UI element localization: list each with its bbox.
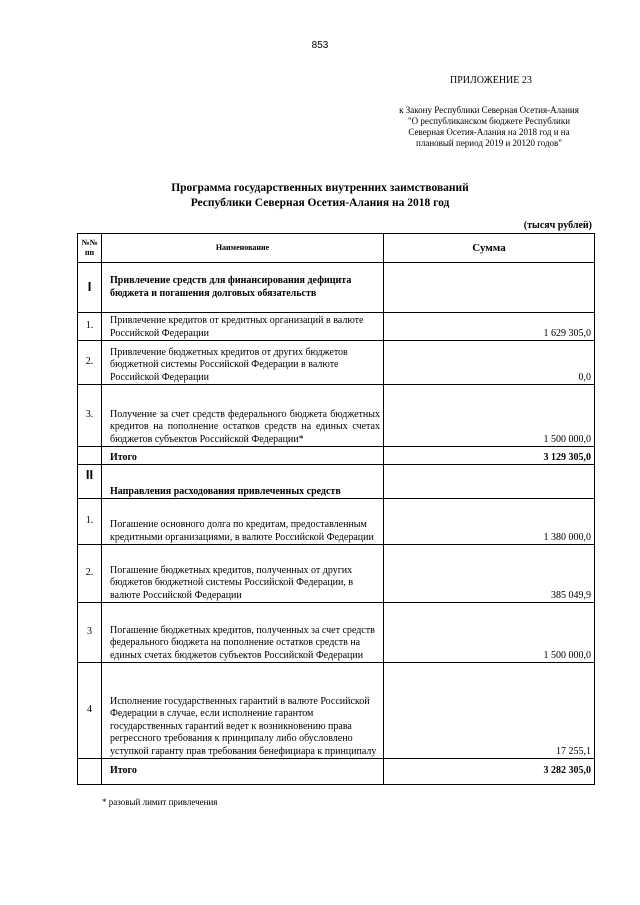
row-num: 3. — [78, 385, 102, 447]
row-amount: 1 500 000,0 — [384, 603, 595, 663]
total-label: Итого — [102, 759, 384, 785]
total-num-cell — [78, 759, 102, 785]
row-num: 1. — [78, 499, 102, 545]
law-reference-line: плановый период 2019 и 20120 годов" — [416, 138, 562, 148]
header-name: Наименование — [102, 234, 384, 263]
total-row — [78, 447, 595, 465]
section-title: Направления расходования привлеченных средств — [102, 465, 384, 499]
table-row — [78, 385, 595, 447]
row-name: Погашение бюджетных кредитов, полученных за счет средств федерального бюджета на пополнение остатков средств на единых счетах бюджетов субъектов Российской Федерации — [102, 603, 384, 663]
title-line: Программа государственных внутренних заимствований — [171, 182, 469, 194]
document-title — [0, 181, 640, 211]
row-amount: 1 500 000,0 — [384, 385, 595, 447]
row-amount: 1 629 305,0 — [384, 313, 595, 341]
row-name: Привлечение бюджетных кредитов от других бюджетов бюджетной системы Российской Федерации в валюте Российской Федерации — [102, 341, 384, 385]
footnote: * разовый лимит привлечения — [102, 797, 218, 807]
table-row — [78, 313, 595, 341]
table-row — [78, 603, 595, 663]
table-row — [78, 499, 595, 545]
section-num: II — [78, 465, 102, 499]
row-num: 2. — [78, 545, 102, 603]
section-row — [78, 465, 595, 499]
section-amount-cell — [384, 263, 595, 313]
total-num-cell — [78, 447, 102, 465]
row-num: 4 — [78, 663, 102, 759]
section-row — [78, 263, 595, 313]
row-name: Получение за счет средств федерального бюджета бюджетных кредитов на пополнение остатков средств на единых счетах бюджетов субъектов Российской Федерации* — [102, 385, 384, 447]
page-number: 853 — [311, 40, 329, 51]
row-amount: 1 380 000,0 — [384, 499, 595, 545]
law-reference-line: Северная Осетия-Алания на 2018 год и на — [408, 127, 570, 137]
units-label: (тысяч рублей) — [523, 220, 592, 231]
total-row — [78, 759, 595, 785]
row-num: 3 — [78, 603, 102, 663]
row-num: 2. — [78, 341, 102, 385]
row-amount: 385 049,9 — [384, 545, 595, 603]
total-amount: 3 129 305,0 — [384, 447, 595, 465]
borrowing-program-table — [77, 233, 595, 785]
row-amount: 0,0 — [384, 341, 595, 385]
header-num: №№ пп — [78, 234, 102, 263]
table-row — [78, 341, 595, 385]
section-num: I — [78, 263, 102, 313]
row-name: Погашение бюджетных кредитов, полученных от других бюджетов бюджетной системы Российской Федерации, в валюте Российской Федерации — [102, 545, 384, 603]
total-label: Итого — [102, 447, 384, 465]
row-name: Исполнение государственных гарантий в валюте Российской Федерации в случае, если исполнение гарантом государственных гарантий ведет к возникновению права регрессного требования к принципалу либо обусловлено уступкой гаранту прав требования бенефициара к принципалу — [102, 663, 384, 759]
table-header-row — [78, 234, 595, 263]
title-line: Республики Северная Осетия-Алания на 2018 год — [190, 197, 450, 209]
law-reference-line: "О республиканском бюджете Республики — [407, 116, 571, 126]
row-name: Привлечение кредитов от кредитных организаций в валюте Российской Федерации — [102, 313, 384, 341]
section-amount-cell — [384, 465, 595, 499]
row-name: Погашение основного долга по кредитам, предоставленным кредитными организациями, в валюте Российской Федерации — [102, 499, 384, 545]
row-amount: 17 255,1 — [384, 663, 595, 759]
law-reference-line: к Закону Республики Северная Осетия-Алания — [399, 105, 579, 115]
table-row — [78, 545, 595, 603]
section-title: Привлечение средств для финансирования дефицита бюджета и погашения долговых обязательств — [102, 263, 384, 313]
total-amount: 3 282 305,0 — [384, 759, 595, 785]
appendix-label: ПРИЛОЖЕНИЕ 23 — [450, 75, 532, 86]
header-amount: Сумма — [384, 234, 595, 263]
law-reference — [378, 105, 600, 149]
table-row — [78, 663, 595, 759]
row-num: 1. — [78, 313, 102, 341]
